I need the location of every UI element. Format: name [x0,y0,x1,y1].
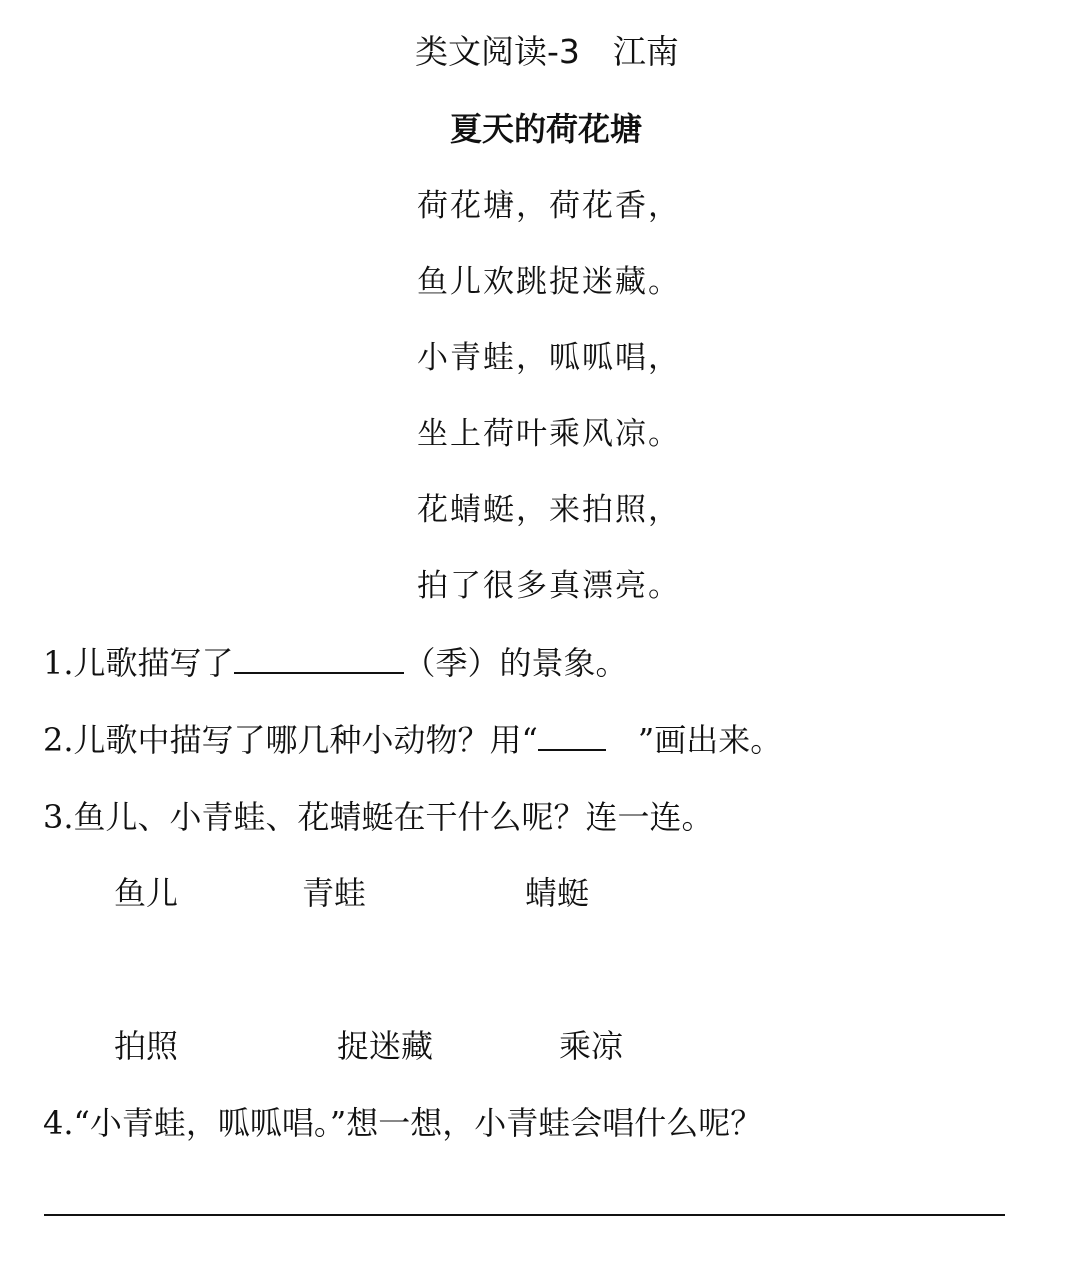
poem-line: 小青蛙，呱呱唱， [417,340,681,376]
poem-title: 夏天的荷花塘 [450,110,643,148]
question-3: 3.鱼儿、小青蛙、花蜻蜓在干什么呢？连一连。 [43,798,714,836]
poem-line: 拍了很多真漂亮。 [417,568,681,604]
underline-sample-blank [538,721,606,751]
question-2-suffix: ”画出来。 [605,721,783,759]
poem-line: 花蜻蜓，来拍照， [417,492,681,528]
document-title: 类文阅读-3 江南 [415,32,679,71]
question-2-text: 2.儿歌中描写了哪几种小动物？用“ [43,721,538,759]
question-1-suffix: （季）的景象。 [403,644,628,682]
question-2 [43,720,782,760]
poem-line: 坐上荷叶乘风凉。 [417,416,681,452]
match-action-photo[interactable]: 拍照 [114,1027,179,1065]
poem-line: 鱼儿欢跳捉迷藏。 [417,264,681,300]
answer-line[interactable] [44,1214,1005,1216]
match-animal-dragonfly[interactable]: 蜻蜓 [525,874,590,912]
question-1 [43,643,628,683]
question-4: 4.“小青蛙，呱呱唱。”想一想，小青蛙会唱什么呢？ [43,1104,763,1142]
match-animal-fish[interactable]: 鱼儿 [114,874,179,912]
match-action-hide-and-seek[interactable]: 捉迷藏 [337,1027,434,1065]
season-answer-blank[interactable] [234,644,404,674]
match-animal-frog[interactable]: 青蛙 [302,874,367,912]
question-1-text: 1.儿歌描写了 [43,644,234,682]
poem-line: 荷花塘，荷花香， [417,188,681,224]
match-action-cool-off[interactable]: 乘凉 [559,1027,624,1065]
